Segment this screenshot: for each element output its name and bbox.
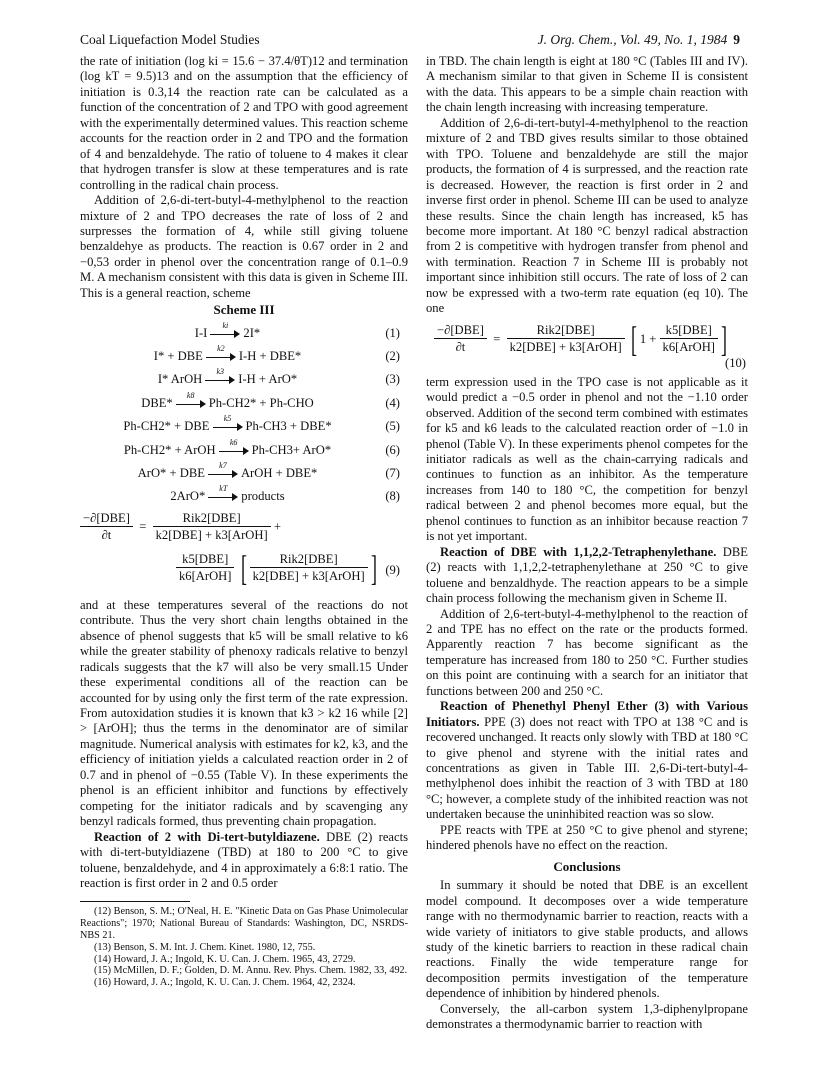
reaction-arrow: k3 xyxy=(205,373,235,383)
fraction-term-3: $\frac{\text{Rik2[DBE]}}{\text{k2[DBE] + k3[ArOH]}}$ xyxy=(250,551,368,584)
reaction-scheme xyxy=(80,321,408,508)
paragraph xyxy=(426,545,748,607)
running-head-citation xyxy=(538,32,740,48)
paragraph-text: DBE (2) reacts with di-tert-butyldiazene (TBD) at 180 to 200 °C to give toluene, benzaldehyde, and 4 in approximately a 6:8:1 ratio. The reaction is first order in 2 and 0.5 order xyxy=(80,829,408,890)
footnote: (15) McMillen, D. F.; Golden, D. M. Annu. Rev. Phys. Chem. 1982, 33, 492. xyxy=(94,965,408,977)
products: Ph-CH3+ ArO* xyxy=(251,442,332,457)
footnote: (14) Howard, J. A.; Ingold, K. U. Can. J. Chem. 1965, 43, 2729. xyxy=(94,953,356,965)
page-number: 9 xyxy=(733,32,740,47)
reaction-1 xyxy=(80,321,408,344)
equation-number: (5) xyxy=(385,419,400,434)
reaction-2 xyxy=(80,344,408,367)
fraction-term-1: $\frac{\text{Rik2[DBE]}}{\text{k2[DBE] + k3[ArOH]}}$ xyxy=(153,510,271,543)
scheme-title: Scheme III xyxy=(213,302,275,318)
paragraph: Conversely, the all-carbon system 1,3-diphenylpropane demonstrates a thermodynamic barrier to reaction with xyxy=(426,1001,748,1032)
paragraph: the rate of initiation (log ki = 15.6 − 37.4/θT)12 and termination (log kT = 9.5)13 and on the assumption that the efficiency of initiation is 0.3,14 the reaction rate can be calculated as a function of the concentration of 2 and TPO with good agreement with the experimentally determined values. This reaction scheme accounts for the reaction order in 2 and TPO and the formation of 4 and benzaldehyde. The ratio of toluene to 4 makes it clear that hydrogen transfer is slow at these temperatures and is rate controlling in the radical chain process. xyxy=(80,54,408,192)
reactants: Ph-CH2* + DBE xyxy=(123,419,210,434)
paragraph-text: PPE (3) does not react with TPO at 138 °C and is recovered unchanged. It reacts only slowly with TBD at 180 °C to give phenol and styrene with the initial rates and concentrations as given in Table III. 2,6-Di-tert-butyl-4-methylphenol does inhibit the reaction of 3 with TBD at 180 °C; however, a complete study of the inhibited reaction was not undertaken because the uninhibited reaction was so slow. xyxy=(426,714,748,822)
rate-derivative: $\frac{\text{−∂[DBE]}}{\partial t}$ xyxy=(434,322,487,355)
reactants: Ph-CH2* + ArOH xyxy=(123,442,216,457)
section-runin: Reaction of DBE with 1,1,2,2-Tetraphenylethane. xyxy=(440,544,717,559)
products: Ph-CH3 + DBE* xyxy=(245,419,332,434)
reaction-7 xyxy=(80,461,408,484)
reaction-6 xyxy=(80,438,408,461)
equation-number: (4) xyxy=(385,395,400,410)
reaction-4 xyxy=(80,391,408,414)
reactants: 2ArO* xyxy=(170,489,206,504)
reactants: I* ArOH xyxy=(157,372,203,387)
right-bracket: ] xyxy=(370,547,377,588)
right-column xyxy=(426,54,748,1033)
equation-number: (3) xyxy=(385,372,400,387)
equation-number: (6) xyxy=(385,442,400,457)
fraction-term-2: $\frac{\text{k5[DBE]}}{\text{k6[ArOH]}}$ xyxy=(176,551,234,584)
section-runin: Reaction of 2 with Di-tert-butyldiazene. xyxy=(94,829,320,844)
reaction-arrow: k5 xyxy=(213,420,243,430)
left-bracket: [ xyxy=(630,318,637,359)
rate-derivative: $\frac{\text{−∂[DBE]}}{\partial t}$ xyxy=(80,510,133,543)
paragraph: PPE reacts with TPE at 250 °C to give phenol and styrene; hindered phenols have no effect on the reaction. xyxy=(426,822,748,853)
products: 2I* xyxy=(243,325,261,340)
footnote-rule xyxy=(80,901,190,902)
equation-number: (10) xyxy=(725,355,746,370)
footnote: (13) Benson, S. M. Int. J. Chem. Kinet. 1980, 12, 755. xyxy=(94,941,316,953)
reaction-arrow: kT xyxy=(208,490,238,500)
one-plus: 1 + xyxy=(639,331,657,346)
section-runin: Reaction of Phenethyl Phenyl Ether (3) with Various Initiators. xyxy=(426,699,748,729)
equation-number: (9) xyxy=(385,562,400,577)
left-bracket: [ xyxy=(240,547,247,588)
equation-number: (1) xyxy=(385,325,400,340)
footnotes xyxy=(80,906,408,989)
reactants: DBE* xyxy=(141,395,173,410)
fraction-term-2: $\frac{\text{k5[DBE]}}{\text{k6[ArOH]}}$ xyxy=(660,322,718,355)
products: products xyxy=(241,489,285,504)
products: ArOH + DBE* xyxy=(240,466,318,481)
citation-text: J. Org. Chem., Vol. 49, No. 1, 1984 xyxy=(537,32,728,47)
equation-number: (8) xyxy=(385,489,400,504)
reaction-arrow: k7 xyxy=(208,467,238,477)
right-bracket: ] xyxy=(721,318,727,359)
products: Ph-CH2* + Ph-CHO xyxy=(208,395,314,410)
paragraph xyxy=(80,830,408,892)
reaction-3 xyxy=(80,367,408,390)
products: I-H + ArO* xyxy=(238,372,298,387)
reaction-arrow: k6 xyxy=(219,444,249,454)
paragraph: Addition of 2,6-tert-butyl-4-methylphenol to the reaction of 2 and TPE has no effect on the rate or the products formed. Apparently reaction 7 has become significant as the temperature has increased from 180 to 250 °C. Further studies on this point are continuing with a search for an initiator that functions between 200 and 250 °C. xyxy=(426,606,748,698)
reactants: I* + DBE xyxy=(153,349,203,364)
reaction-arrow: k2 xyxy=(206,350,236,360)
paragraph: Addition of 2,6-di-tert-butyl-4-methylphenol to the reaction mixture of 2 and TPO decreases the rate of loss of 2 and surpresses the formation of 4, while still giving toluene benzaldehye as products. The reaction is 0.67 order in 2 and −0,53 order in phenol over the concentration range of 0.1–0.9 M. A mechanism consistent with this data is given in Scheme III. This is a general reaction, scheme xyxy=(80,193,408,300)
reactants: ArO* + DBE xyxy=(137,466,205,481)
paragraph: In summary it should be noted that DBE is an excellent model compound. It decomposes over a wide temperature range with no thermodynamic barrier to reaction, reacts with a wide variety of initiators to give stable products, and allows study of the kinetic barriers to reaction in these radical chain reactions. Finally the wide temperature range for decomposition permits investigation of the temperature dependence of inhibition by hindered phenols. xyxy=(426,878,748,1001)
reaction-arrow: k8 xyxy=(176,397,206,407)
paragraph: Addition of 2,6-di-tert-butyl-4-methylphenol to the reaction mixture of 2 and TBD gives results similar to those obtained with TPO. Toluene and benzaldehyde are still the major products, the formation of 4 is surpressed, and the reaction rate is decreased. However, the reaction is first order in 2 and inverse first order in phenol. Scheme III can be used to analyze these results. Since the chain length has increased, k5 has become more important. At 180 °C benzyl radical abstraction from 2 is competitive with hydrogen transfer from phenol and with termination. Reaction 7 in Scheme III is probably not important since inhibition still occurs. The rate of loss of 2 can now be expressed with a two-term rate equation (eq 10). The one xyxy=(426,115,748,316)
equation-10: $\frac{\text{−∂[DBE]}}{\partial t}$ = $\frac{\text{Rik2[DBE]}}{\text{k2[DBE] + k3[ArOH]}}$ [ 1 + $\frac{\text{k5[DBE]}}{\text{k6[ArOH]}}$ ] (10) xyxy=(426,319,748,373)
paragraph: term expression used in the TPO case is not applicable as it would predict a −0.5 order in phenol and not the −1.10 order observed. Addition of the second term combined with estimates for k5 and k6 leads to the calculated reaction order of −1.0 in phenol (Table V). In these experiments phenol competes for the initiator radicals as well as the chain-carrying radicals and continues to function as an inhibitor. As the temperature increases from 140 to 180 °C, the competition for benzyl radical between 2 and phenol becomes more equal, but the phenol continues to function as an inhibitor because reaction 7 is not yet important. xyxy=(426,374,748,544)
section-heading: Conclusions xyxy=(553,858,621,874)
plus-sign: + xyxy=(273,519,281,534)
running-head-title: Coal Liquefaction Model Studies xyxy=(80,32,260,47)
paragraph xyxy=(426,699,748,823)
equation-9: $\frac{\text{−∂[DBE]}}{\partial t}$ = $\frac{\text{Rik2[DBE]}}{\text{k2[DBE] + k3[ArOH]}}$ + $\frac{\text{k5[DBE]}}{\text{k6[ArOH]}}$ [ $\frac{\text{Rik2[DBE]}}{\text{k2[DBE] + k3[ArOH]}}$ ] (9) xyxy=(80,510,408,598)
equation-number: (7) xyxy=(385,466,400,481)
reaction-8 xyxy=(80,484,408,507)
products: I-H + DBE* xyxy=(238,349,302,364)
footnote: (16) Howard, J. A.; Ingold, K. U. Can. J. Chem. 1964, 42, 2324. xyxy=(94,977,356,989)
paragraph: in TBD. The chain length is eight at 180 °C (Tables III and IV). A mechanism similar to that given in Scheme II is consistent with the data. This appears to be a simple chain reaction with the chain length increasing with increasing temperature. xyxy=(426,54,748,115)
footnote: (12) Benson, S. M.; O'Neal, H. E. "Kinetic Data on Gas Phase Unimolecular Reactions"; 1970; National Bureau of Standards: Washington, DC, NSRDS-NBS 21. xyxy=(80,906,408,942)
paragraph: and at these temperatures several of the reactions do not contribute. Thus the very short chain lengths obtained in the absence of phenol suggests that k5 will be small relative to k6 while the greater stability of phenoxy radicals relative to benzyl radicals suggests that the k7 will also be very small.15 Under these experimental conditions all of the reaction can be accounted for by using only the first term of the rate expression. From autoxidation studies it is known that k3 > k2 16 while [2] > [ArOH]; thus the terms in the denominator are of similar magnitude. Numerical analysis with estimates for k2, k3, and the efficiency of initiation yields a calculated reaction order in 2 of 0.7 and in phenol of −0.55 (Table V). In these experiments the phenol is an efficient inhibitor and functions by effectively competing for the initiator radicals and by scavenging any benzyl radicals formed, thus preventing chain propagation. xyxy=(80,597,408,829)
fraction-term-1: $\frac{\text{Rik2[DBE]}}{\text{k2[DBE] + k3[ArOH]}}$ xyxy=(507,322,625,355)
reactants: I-I xyxy=(194,325,208,340)
left-column xyxy=(80,54,408,989)
reaction-arrow: ki xyxy=(210,327,240,337)
paragraph-text: DBE (2) reacts with 1,1,2,2-tetraphenylethane at 250 °C to give toluene and benzaldhyde. The reaction appears to be a simple chain process following the mechanism given in Scheme II. xyxy=(426,544,748,606)
equation-number: (2) xyxy=(385,349,400,364)
